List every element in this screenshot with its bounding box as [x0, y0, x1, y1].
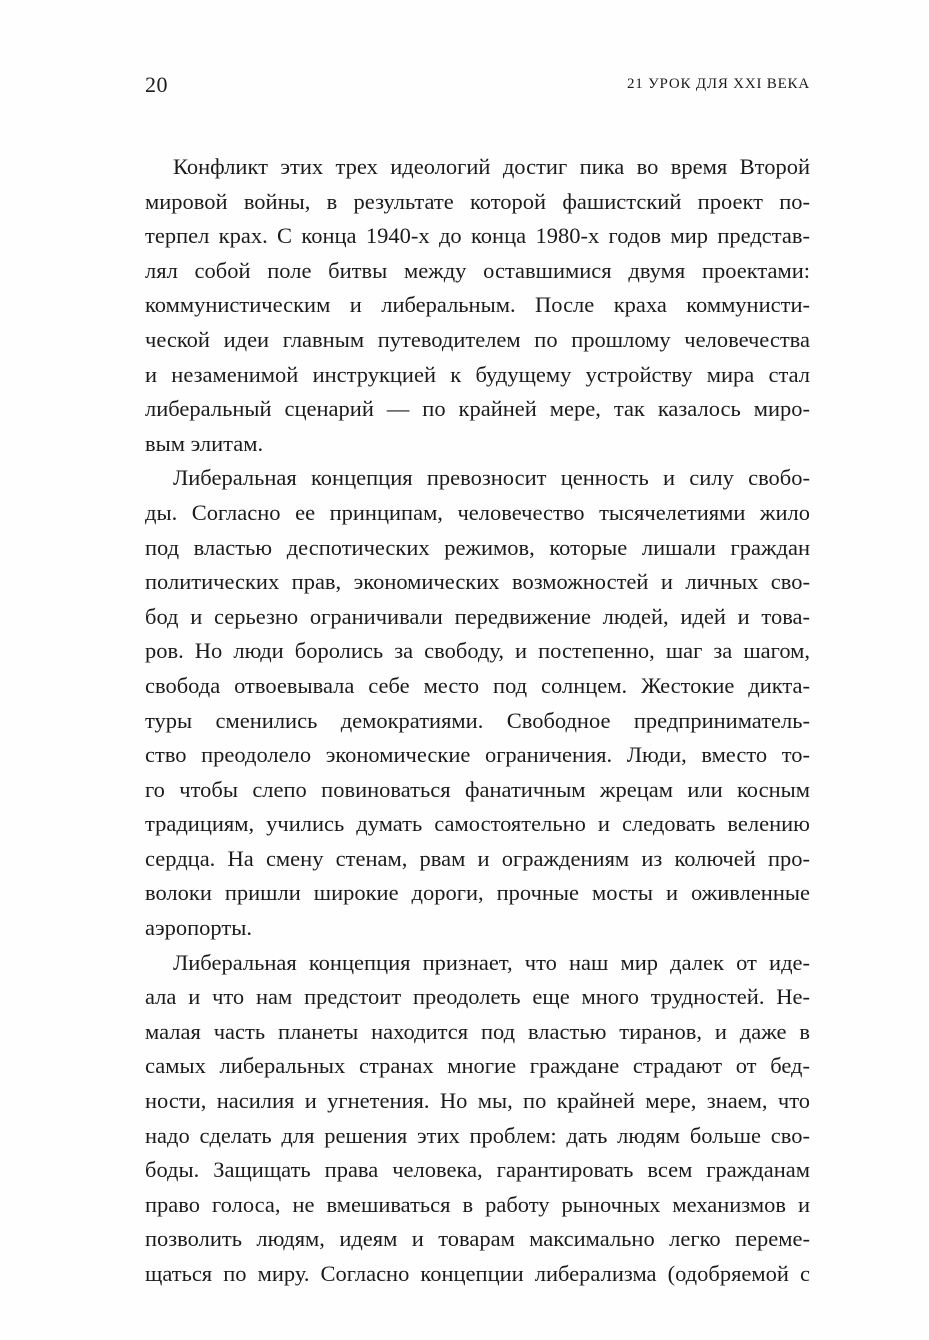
text-line: вым элитам.: [145, 430, 264, 456]
text-line: ала и что нам предстоит преодолеть еще много трудностей. Не-: [145, 984, 810, 1010]
text-line: го чтобы слепо повиноваться фанатичным жрецам или косным: [145, 776, 810, 802]
text-line: позволить людям, идеям и товарам максимально легко переме-: [145, 1226, 810, 1252]
text-line: Конфликт этих трех идеологий достиг пика во время Второй: [173, 154, 810, 179]
text-line: ческой идеи главным путеводителем по прошлому человечества: [145, 326, 810, 352]
text-line: боды. Защищать права человека, гарантировать всем гражданам: [145, 1157, 810, 1183]
text-line: ров. Но люди боролись за свободу, и постепенно, шаг за шагом,: [145, 638, 810, 664]
page-header: [145, 72, 810, 102]
text-line: либеральный сценарий — по крайней мере, так казалось миро-: [145, 396, 810, 422]
text-line: мировой войны, в результате которой фашистский проект по-: [145, 188, 810, 214]
running-title: 21 УРОК ДЛЯ XXI ВЕКА: [626, 76, 810, 92]
text-line: малая часть планеты находится под властью тиранов, и даже в: [145, 1018, 810, 1044]
text-line: сердца. На смену стенам, рвам и ограждениям из колючей про-: [145, 845, 810, 871]
text-line: бод и серьезно ограничивали передвижение людей, идей и това-: [145, 603, 810, 629]
text-line: туры сменились демократиями. Свободное предприниматель-: [145, 707, 810, 733]
text-line: Либеральная концепция признает, что наш мир далек от иде-: [173, 949, 810, 975]
text-line: надо сделать для решения этих проблем: дать людям больше сво-: [145, 1122, 810, 1148]
text-line: свобода отвоевывала себе место под солнцем. Жестокие дикта-: [145, 672, 810, 698]
text-line: Либеральная концепция превозносит ценность и силу свобо-: [173, 465, 810, 491]
text-line: под властью деспотических режимов, которые лишали граждан: [145, 534, 810, 560]
text-line: ство преодолело экономические ограничения. Люди, вместо то-: [145, 742, 810, 768]
text-line: самых либеральных странах многие граждане страдают от бед-: [145, 1053, 810, 1079]
text-line: лял собой поле битвы между оставшимися двумя проектами:: [145, 257, 810, 283]
text-line: ды. Согласно ее принципам, человечество тысячелетиями жило: [145, 499, 810, 525]
text-line: ности, насилия и угнетения. Но мы, по крайней мере, знаем, что: [145, 1088, 810, 1114]
text-line: аэропорты.: [145, 915, 252, 941]
body-text: [145, 150, 810, 1292]
text-line: терпел крах. С конца 1940-х до конца 1980-х годов мир представ-: [145, 223, 810, 249]
text-line: щаться по миру. Согласно концепции либерализма (одобряемой с: [145, 1261, 810, 1286]
text-line: коммунистическим и либеральным. После краха коммунисти-: [145, 292, 810, 318]
text-line: политических прав, экономических возможностей и личных сво-: [145, 569, 810, 595]
text-line: право голоса, не вмешиваться в работу рыночных механизмов и: [145, 1191, 810, 1217]
text-line: волоки пришли широкие дороги, прочные мосты и оживленные: [145, 880, 810, 906]
text-line: традициям, учились думать самостоятельно и следовать велению: [145, 811, 810, 837]
page-number: 20: [145, 72, 168, 97]
text-line: и незаменимой инструкцией к будущему устройству мира стал: [145, 361, 810, 387]
